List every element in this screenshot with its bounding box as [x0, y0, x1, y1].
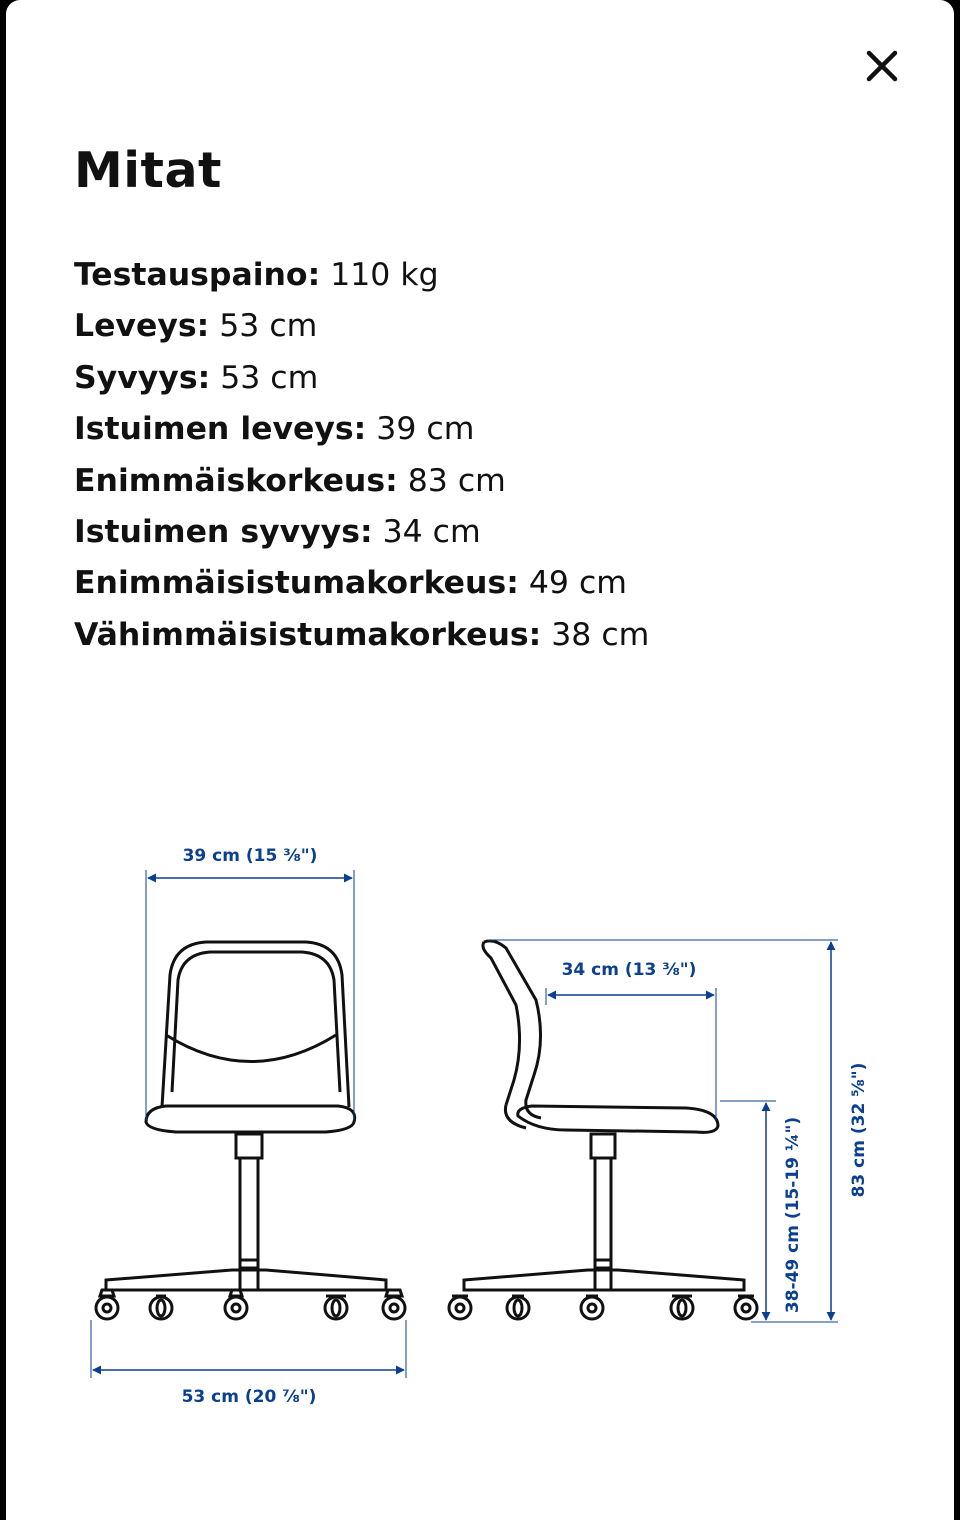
spec-label: Enimmäisistumakorkeus: — [74, 565, 519, 602]
spec-label: Leveys: — [74, 308, 210, 345]
spec-label: Istuimen leveys: — [74, 411, 367, 448]
close-icon — [856, 40, 908, 92]
spec-label: Enimmäiskorkeus: — [74, 462, 398, 499]
spec-value: 53 cm — [220, 359, 319, 396]
page-title: Mitat — [74, 142, 222, 199]
spec-value: 49 cm — [528, 565, 627, 602]
dimensions-modal — [6, 0, 954, 1520]
spec-value: 39 cm — [376, 411, 475, 448]
spec-row — [74, 507, 649, 558]
seat-depth-label: 34 cm (13 ⅜") — [561, 960, 697, 980]
spec-label: Istuimen syvyys: — [74, 513, 373, 550]
spec-value: 34 cm — [382, 513, 481, 550]
spec-row — [74, 610, 649, 661]
spec-label: Syvyys: — [74, 359, 211, 396]
spec-row — [74, 301, 649, 352]
dimension-annotations — [91, 846, 869, 1407]
seat-depth-dimension — [546, 960, 716, 1120]
seat-height-label: 38-49 cm (15-19 ¼") — [783, 1116, 803, 1314]
total-width-dimension — [91, 1320, 406, 1407]
spec-row — [74, 404, 649, 455]
spec-row — [74, 456, 649, 507]
seat-width-label: 39 cm (15 ⅜") — [182, 846, 318, 866]
spec-row — [74, 558, 649, 609]
spec-row — [74, 353, 649, 404]
chair-front-view — [96, 942, 405, 1319]
close-button[interactable] — [856, 40, 908, 92]
total-width-label: 53 cm (20 ⅞") — [181, 1387, 317, 1407]
spec-value: 83 cm — [407, 462, 506, 499]
spec-label: Testauspaino: — [74, 257, 321, 293]
spec-value: 38 cm — [551, 616, 650, 653]
chair-dimension-diagram — [6, 830, 954, 1450]
chair-side-view — [449, 941, 757, 1319]
caster-wheels — [96, 1290, 405, 1319]
spec-label: Vähimmäisistumakorkeus: — [74, 616, 542, 653]
spec-row — [74, 250, 649, 301]
spec-list — [74, 250, 649, 661]
spec-value: 110 kg — [330, 257, 439, 293]
seat-height-dimension — [720, 1101, 803, 1320]
caster-wheels — [449, 1296, 757, 1319]
max-height-label: 83 cm (32 ⅝") — [849, 1062, 869, 1198]
spec-value: 53 cm — [219, 308, 318, 345]
